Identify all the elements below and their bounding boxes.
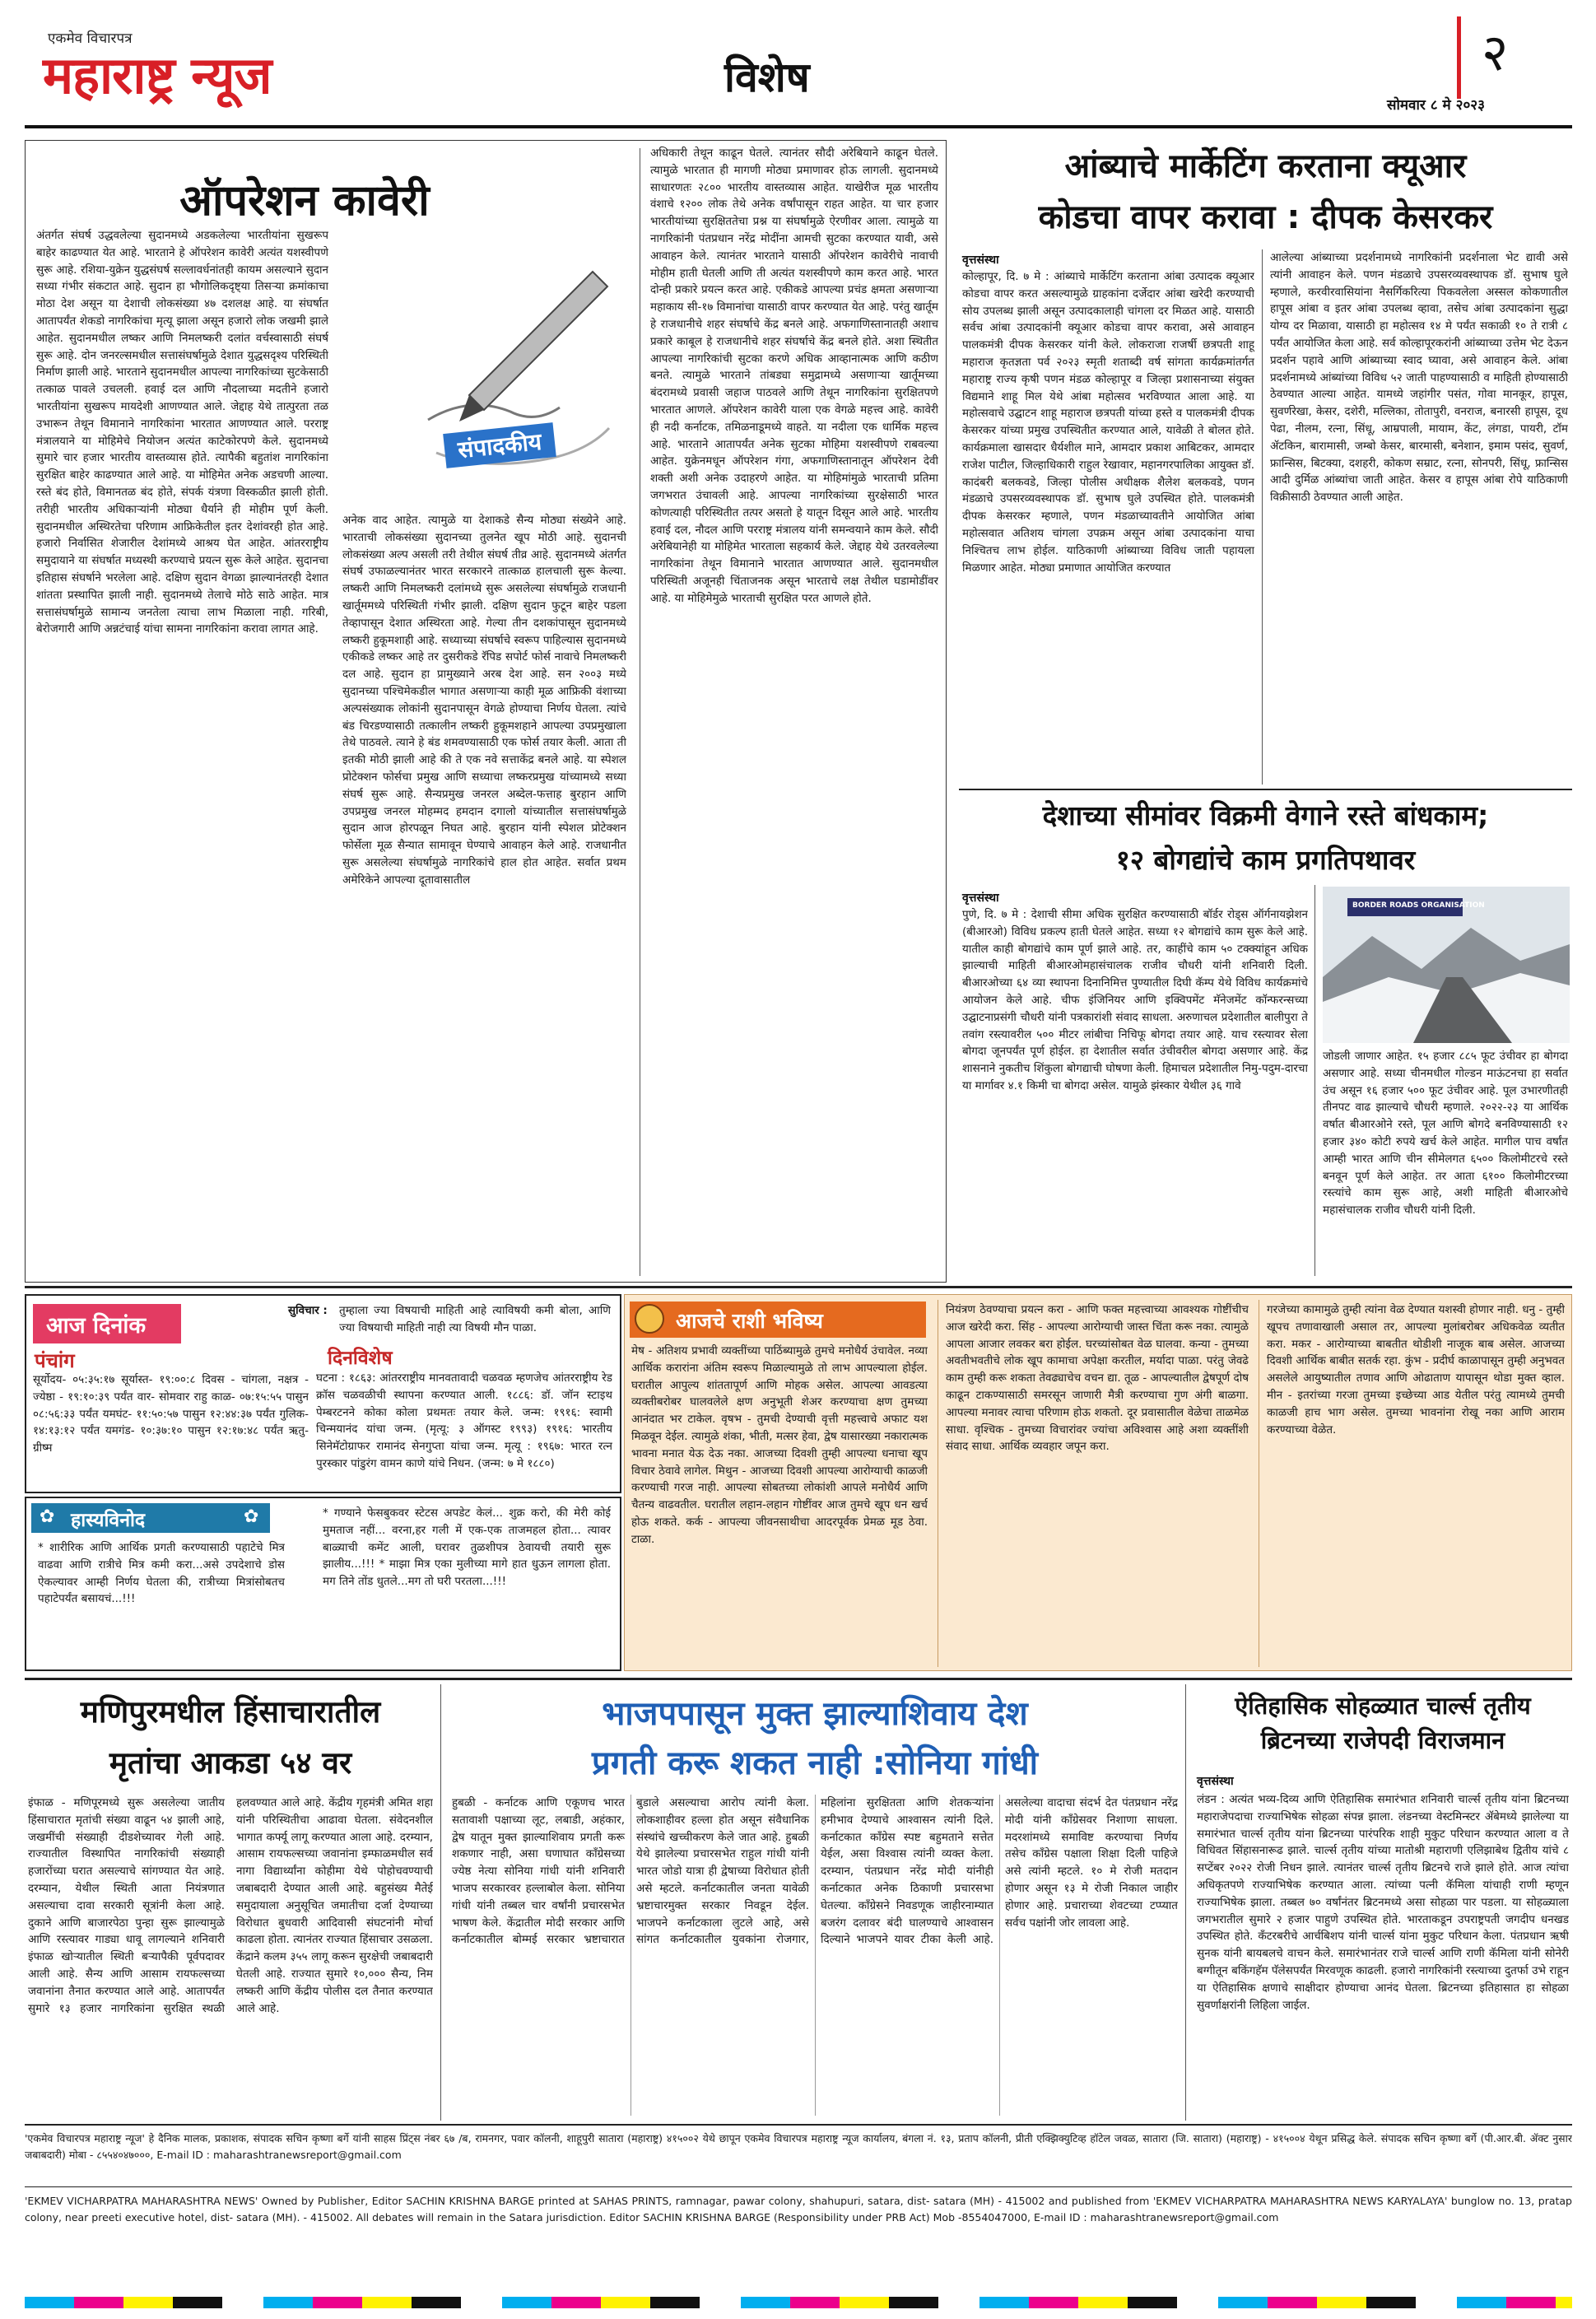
masthead-tagline: एकमेव विचारपत्र bbox=[48, 30, 133, 47]
aaj-dinank-box bbox=[25, 1294, 621, 1493]
manipur-body: इंफाळ - मणिपूरमध्ये सुरू असलेल्या जातीय हिंसाचारात मृतांची संख्या वाढून ५४ झाली आहे, जखमींची संख्याही दीडशेच्यावर गेली आहे. राज्यातील विस्थापित नागरिकांची संख्याही हजारोंच्या घरात असल्याचे सांगण्यात येत आहे. दरम्यान, येथील स्थिती आता नियंत्रणात असल्याचा दावा सरकारी सूत्रांनी केला आहे. दुकाने आणि बाजारपेठा पुन्हा सुरू झाल्यामुळे आणि रस्त्यावर गाड्या धावू लागल्याने शनिवारी इंफाळ खोऱ्यातील स्थिती बऱ्यापैकी पूर्वपदावर आली आहे. सैन्य आणि आसाम रायफल्सच्या जवानांना तैनात करण्यात आले आहे. आतापर्यंत सुमारे १३ हजार नागरिकांना सुरक्षित स्थळी हलवण्यात आले आहे. केंद्रीय गृहमंत्री अमित शहा यांनी परिस्थितीचा आढावा घेतला. संवेदनशील भागात कर्फ्यू लागू करण्यात आला आहे. दरम्यान, आसाम रायफल्सच्या जवानांना इम्फाळमधील सर्व नागा विद्यार्थ्यांना कोहीमा येथे पोहोचवण्याची जबाबदारी देण्यात आली आहे. बहुसंख्य मैतेई समुदायाला अनुसूचित जमातीचा दर्जा देण्याच्या विरोधात बुधवारी आदिवासी संघटनांनी मोर्चा काढला होता. त्यानंतर राज्यात हिंसाचार उसळला. केंद्राने कलम ३५५ लागू करून सुरक्षेची जबाबदारी घेतली आहे. राज्यात सुमारे १०,००० सैन्य, निम लष्करी आणि केंद्रीय पोलीस दल तैनात करण्यात आले आहे. bbox=[28, 1796, 433, 2015]
column-divider bbox=[440, 1684, 441, 2121]
charles-body: लंडन : अत्यंत भव्य-दिव्य आणि ऐतिहासिक समारंभात शनिवारी चार्ल्स तृतीय यांना ब्रिटनच्या महाराजेपदाचा राज्याभिषेक सोहळा संपन्न झाला. लंडनच्या वेस्टमिन्स्टर ॲबेमध्ये झालेल्या या समारंभात चार्ल्स तृतीय यांना ब्रिटनच्या पारंपरिक शाही मुकुट परिधान करण्यात आला व ते विधिवत सिंहासनारूढ झाले. चार्ल्स तृतीय यांच्या मातोश्री महाराणी एलिझाबेथ द्वितीय यांचे ८ सप्टेंबर २०२२ रोजी निधन झाले. त्यानंतर चार्ल्स तृतीय ब्रिटनचे राजे झाले होते. आज त्यांचा अधिकृतपणे राज्याभिषेक करण्यात आला. त्यांच्या पत्नी कॅमिला यांचाही राणी म्हणून राज्याभिषेक झाला. तब्बल ७० वर्षांनंतर ब्रिटनमध्ये असा सोहळा पार पडला. या सोहळ्याला जगभरातील सुमारे २ हजार पाहुणे उपस्थित होते. भारताकडून उपराष्ट्रपती जगदीप धनखड उपस्थित होते. कँटरबरीचे आर्चबिशप यांनी चार्ल्स यांना मुकुट परिधान केला. पंतप्रधान ऋषी सुनक यांनी बायबलचे वाचन केले. समारंभानंतर राजे चार्ल्स आणि राणी कॅमिला यांनी सोनेरी बग्गीतून बकिंगहॅम पॅलेसपर्यंत मिरवणूक काढली. हजारो नागरिकांनी रस्त्याच्या दुतर्फा उभे राहून या ऐतिहासिक क्षणाचे साक्षीदार होण्याचा आनंद घेतला. ब्रिटनच्या इतिहासात हा सोहळा सुवर्णाक्षरांनी लिहिला जाईल. bbox=[1197, 1793, 1569, 2012]
article-border-roads bbox=[959, 794, 1572, 1284]
roads-col-1: पुणे, दि. ७ मे : देशाची सीमा अधिक सुरक्षित करण्यासाठी बॉर्डर रोड्स ऑर्गनायझेशन (बीआरओ) विविध प्रकल्प हाती घेतले आहेत. सध्या १२ बोगद्यांचे काम सुरू केले आहे. यातील काही बोगद्यांचे काम पूर्ण झाले आहे. तर, काहींचे काम ५० टक्क्यांहून अधिक झाल्याची माहिती बीआरओमहासंचालक राजीव चौधरी यांनी शनिवारी दिली. बीआरओच्या ६४ व्या स्थापना दिनानिमित्त पुण्यातील दिघी कॅम्प येथे विविध कार्यक्रमांचे आयोजन केले आहे. चीफ इंजिनियर आणि इक्विपमेंट मॅनेजमेंट कॉन्फरन्सच्या उद्घाटनाप्रसंगी चौधरी यांनी पत्रकारांशी संवाद साधला. अरुणाचल प्रदेशातील बालीपुरा ते तवांग रस्त्यावरील ५०० मीटर लांबीचा निचिफू बोगदा तयार आहे. याच रस्त्यावर सेला बोगदा जूनपर्यंत पूर्ण होईल. हा देशातील सर्वात उंचीवरील बोगदा असणार आहे. केंद्र शासनाने नुकतीच शिंकुला बोगद्याची घोषणा केली. हिमाचल प्रदेशातील निमु-पदुम-दारचा या मार्गावर ४.१ किमी चा बोगदा असेल. यामुळे झंस्कार येथील ३६ गावे bbox=[962, 908, 1308, 1092]
rashi-box bbox=[624, 1294, 1572, 1671]
masthead-rule bbox=[25, 125, 1572, 128]
byline: वृत्तसंस्था bbox=[962, 892, 999, 905]
qr-col-2: आलेल्या आंब्याच्या प्रदर्शनामध्ये नागरिकांनी प्रदर्शनाला भेट द्यावी असे त्यांनी आवाहन केले. पणन मंडळाचे उपसरव्यवस्थापक डॉ. सुभाष घुले म्हणाले, करवीरवासियांना नैसर्गिकरित्या पिकवलेला अस्सल कोकणातील हापूस आंबा व इतर आंबा उपलब्ध व्हावा, तसेच आंबा उत्पादकांना सुद्धा योग्य दर मिळावा, यासाठी हा महोत्सव १४ मे पर्यंत सकाळी १० ते रात्री ८ पर्यंत आयोजित केला आहे. सर्व कोल्हापूरकरांनी आंब्याच्या उत्तेम भेट देऊन प्रदर्शन पहावे आणि आंब्याच्या स्वाद घ्यावा, असे आवाहन केले. आंबा प्रदर्शनामध्ये आंब्यांच्या विविध ५२ जाती पाहण्यासाठी व माहिती होण्यासाठी ठेवण्यात आल्या आहेत. यामध्ये जहांगीर पसंत, गोवा मानकूर, हापूस, सुवर्णरेखा, केसर, दशेरी, मल्लिका, तोतापुरी, वनराज, बनारसी हापूस, दूध पेढा, नीलम, रत्ना, सिंधू, आम्रपाली, मायाम, केंट, लंगडा, पायरी, टॉम ॲटकिन, बारामासी, जम्बो केसर, बारमासी, बनेशान, इमाम पसंद, सुवर्ण, फ्रान्सिस, बिटक्या, दशहरी, कोकण सम्राट, रत्ना, सोनपरी, सिंधू, फ्रान्सिस आदी दुर्मिळ आंब्यांचा जाती आहेत. केसर व हापूस आंबा रोपे याठिकाणी विक्रीसाठी ठेवण्यात आली आहेत. bbox=[1270, 251, 1568, 505]
hasya-title: हास्यविनोद bbox=[71, 1510, 146, 1531]
article-title-line-2: कोडचा वापर करावा : दीपक केसरकर bbox=[1038, 198, 1493, 236]
column-divider bbox=[1185, 1684, 1186, 2121]
sonia-body: हुबळी - कर्नाटक आणि एकूणच भारत सतावाशी पक्षाच्या लूट, लबाडी, अहंकार, द्वेष यातून मुक्त झाल्याशिवाय प्रगती करू शकणार नाही, असा घणाघात काँग्रेसच्या ज्येष्ठ नेत्या सोनिया गांधी यांनी शनिवारी भाजप सरकारवर हल्लाबोल केला. सोनिया गांधी यांनी तब्बल चार वर्षांनी प्रचारसभेत भाषण केले. केंद्रातील मोदी सरकार आणि कर्नाटकातील बोम्मई सरकार भ्रष्टाचारात बुडाले असल्याचा आरोप त्यांनी केला. लोकशाहीवर हल्ला होत असून संवैधानिक संस्थांचे खच्चीकरण केले जात आहे. हुबळी येथे झालेल्या प्रचारसभेत राहुल गांधी यांनी भारत जोडो यात्रा ही द्वेषाच्या विरोधात होती असे म्हटले. कर्नाटकातील जनता यावेळी भ्रष्टाचारमुक्त सरकार निवडून देईल. भाजपने कर्नाटकाला लुटले आहे, असे सांगत कर्नाटकातील युवकांना रोजगार, महिलांना सुरक्षितता आणि शेतकऱ्यांना हमीभाव देण्याचे आश्वासन त्यांनी दिले. कर्नाटकात काँग्रेस स्पष्ट बहुमताने सत्तेत येईल, असा विश्वास त्यांनी व्यक्त केला. दरम्यान, पंतप्रधान नरेंद्र मोदी यांनीही कर्नाटकात अनेक ठिकाणी प्रचारसभा घेतल्या. काँग्रेसने निवडणूक जाहीरनाम्यात बजरंग दलावर बंदी घालण्याचे आश्वासन दिल्याने भाजपने यावर टीका केली आहे. असलेल्या वादाचा संदर्भ देत पंतप्रधान नरेंद्र मोदी यांनी काँग्रेसवर निशाणा साधला. मदरशांमध्ये समाविष्ट करण्याचा निर्णय तसेच काँग्रेस पक्षाला शिक्षा दिली पाहिजे असे त्यांनी म्हटले. १० मे रोजी मतदान होणार असून १३ मे रोजी निकाल जाहीर होणार आहे. प्रचाराच्या शेवटच्या टप्प्यात सर्वच पक्षांनी जोर लावला आहे. bbox=[452, 1796, 1178, 1947]
aaj-dinank-header bbox=[33, 1304, 181, 1343]
article-title-line-2: ब्रिटनच्या राजेपदी विराजमान bbox=[1260, 1726, 1505, 1754]
editorial-col-2: अनेक वाद आहेत. त्यामुळे या देशाकडे सैन्य मोठ्या संख्येने आहे. भारताची लोकसंख्या सुदानच्या तुलनेत खूप मोठी आहे. सुदानची लोकसंख्या अल्प असली तरी तेथील संघर्ष तीव्र आहे. सुदानमध्ये अंतर्गत संघर्ष उफाळल्यानंतर भारत सरकारने तात्काळ हालचाली सुरू केल्या. लष्करी आणि निमलष्करी दलांमध्ये सुरू असलेल्या संघर्षामुळे राजधानी खार्तूममध्ये परिस्थिती गंभीर झाली. दक्षिण सुदान फुटून बाहेर पडला तेव्हापासून देशात अस्थिरता आहे. गेल्या तीन दशकांपासून सुदानमध्ये लष्करी हुकूमशाही आहे. सध्याच्या संघर्षाचे स्वरूप पाहिल्यास सुदानमध्ये एकीकडे लष्कर आहे तर दुसरीकडे रॅपिड सपोर्ट फोर्स नावाचे निमलष्करी दल आहे. सुदान हा प्रामुख्याने अरब देश आहे. सन २००३ मध्ये सुदानच्या पश्चिमेकडील भागात असणाऱ्या काही मूळ आफ्रिकी वंशाच्या अल्पसंख्याक लोकांनी सुदानपासून वेगळे होण्याचा निर्णय घेतला. त्यांचे बंड चिरडण्यासाठी तत्कालीन लष्करी हुकूमशहाने आपल्या उपप्रमुखाला तेथे पाठवले. त्याने हे बंड शमवण्यासाठी एक फोर्स तयार केली. आता ती इतकी मोठी झाली आहे की ते एक नवे सत्ताकेंद्र बनले आहे. या स्पेशल प्रोटेक्शन फोर्सचा प्रमुख आणि सध्याचा लष्करप्रमुख यांच्यामध्ये सध्या संघर्ष सुरू आहे. सैन्यप्रमुख जनरल अब्देल-फत्ताह बुरहान आणि उपप्रमुख जनरल मोहम्मद हमदान दगालो यांच्यातील सत्तासंघर्षामुळे सुदान आज होरपळून निघत आहे. बुरहान यांनी स्पेशल प्रोटेक्शन फोर्सेला मूळ सैन्यात सामावून घेण्याचे आवाहन केले आहे. राजधानीत सुरू असलेल्या संघर्षामुळे नागरिकांचे हाल होत आहेत. सर्वात प्रथम अमेरिकेने आपल्या दूतावासातील bbox=[342, 514, 626, 887]
article-title-line-1: ऐतिहासिक सोहळ्यात चार्ल्स तृतीय bbox=[1235, 1692, 1531, 1720]
panchang-text: सूर्योदय- ०५:३५:१७ सूर्यास्त- १९:००:८ दिवस - चांगला, नक्षत्र - ज्येष्ठा - १९:१०:३९ पर्यंत वार- सोमवार राहु काळ- ०७:१५:५५ पासुन ०८:५६:३३ पर्यंत यमघंट- ११:५०:५७ पासुन १२:४४:३७ पर्यंत गुलिक- १४:१३:१२ पर्यंत यमगंड- १०:३७:१० पासुन १२:१७:४८ पर्यंत ऋतु- ग्रीष्म bbox=[33, 1373, 309, 1455]
mountain-road-image bbox=[1323, 887, 1570, 1043]
pen-icon bbox=[412, 239, 626, 502]
byline: वृत्तसंस्था bbox=[962, 254, 999, 267]
hasya-vinod-box bbox=[25, 1497, 621, 1671]
masthead-name: महाराष्ट्र न्यूज bbox=[43, 45, 272, 105]
footer-rule bbox=[25, 2124, 1572, 2126]
masthead-divider bbox=[1457, 16, 1461, 99]
aaj-dinank-title: आज दिनांक bbox=[46, 1313, 147, 1339]
suvichar-label: सुविचार : bbox=[288, 1304, 328, 1317]
issue-date: सोमवार ८ मे २०२३ bbox=[1387, 97, 1485, 114]
article-title-line-2: १२ बोगद्यांचे काम प्रगतिपथावर bbox=[1115, 844, 1416, 876]
article-title-line-2: मृतांचा आकडा ५४ वर bbox=[109, 1745, 352, 1781]
road-photo bbox=[1323, 887, 1570, 1043]
suvichar-text: तुम्हाला ज्या विषयाची माहिती आहे त्याविषयी कमी बोला, आणि ज्या विषयाची माहिती नाही त्या विषयी मौन पाळा. bbox=[339, 1304, 611, 1334]
page-number: २ bbox=[1482, 22, 1509, 82]
rashi-col-3: गरजेच्या कामामुळे तुम्ही त्यांना वेळ देण्यात यशस्वी होणार नाही. धनु - तुम्ही खूपच तणावाखाली असाल तर, आपल्या मुलांबरोबर अधिकवेळ व्यतीत करा. मकर - आरोग्याच्या बाबतीत थोडीशी नाजूक बाब असेल. आजच्या दिवशी आर्थिक बाबीत सतर्क रहा. कुंभ - प्रदीर्घ काळापासून तुम्ही अनुभवत असलेले आयुष्यातील तणाव आणि ओढाताण यापासून थोडा मुक्त व्हाल. मीन - इतरांच्या गरजा तुमच्या इच्छेच्या आड येतील परंतु त्यामध्ये तुमची काळजी हाच भाग असेल. तुमच्या भावनांना रोखू नका आणि आराम करण्याच्या वेळेत. bbox=[1267, 1303, 1565, 1437]
hasya-right: * गण्याने फेसबुकवर स्टेटस अपडेट केलं... शुक्र करो, की मेरी कोई मुमताज नहीं... वरना,हर गली में एक-एक ताजमहल होता... त्यावर बाळ्याची कमेंट आली, घरावर तुळशीपत्र ठेवायची तयारी सुरू झालीय...!!! * माझा मित्र एका मुलीच्या मागे हात धुऊन लागला होता. मग तिने तोंड धुतले...मग तो घरी परतला...!!! bbox=[323, 1506, 611, 1589]
footer-imprint-english: 'EKMEV VICHARPATRA MAHARASHTRA NEWS' Owned by Publisher, Editor SACHIN KRISHNA BARGE printed at SAHAS PRINTS, ramnagar, pawar colony, shahupuri, satara, dist- satara (MH) - 415002 and published from 'EKMEV VICHARPATRA MAHARASHTRA NEWS KARYALAYA' bunglow no. 13, pratap colony, near preeti executive hotel, dist- satara (MH). - 415002. All debates will remain in the Satara jurisdiction. Editor SACHIN KRISHNA BARGE (Responsibility under PRB Act) Mob -8554047000, E-mail ID : maharashtranewsreport@gmail.com bbox=[25, 2195, 1572, 2224]
article-title: ऑपरेशन कावेरी bbox=[179, 176, 430, 226]
panchang-label: पंचांग bbox=[35, 1349, 75, 1372]
article-title-line-1: देशाच्या सीमांवर विक्रमी वेगाने रस्ते बांधकाम; bbox=[1042, 799, 1489, 831]
byline: वृत्तसंस्था bbox=[1197, 1775, 1234, 1788]
column-divider bbox=[1314, 885, 1315, 1276]
article-operation-kaveri bbox=[25, 140, 947, 1284]
column-divider bbox=[1262, 249, 1263, 785]
footer-imprint-marathi: 'एकमेव विचारपत्र महाराष्ट्र न्यूज' हे दैनिक मालक, प्रकाशक, संपादक सचिन कृष्णा बर्गे यांनी साहस प्रिंट्स नंबर ६७ /ब, रामनगर, पवार कॉलनी, शाहूपुरी सातारा (महाराष्ट्र) ४१५००२ येथे छापून एकमेव विचारपत्र महाराष्ट्र न्यूज कार्यालय, बंगला नं. १३, प्रताप कॉलनी, प्रीती एक्झिक्युटिव्ह हॉटेल जवळ, सातारा (जि. सातारा) (महाराष्ट्र) - ४१५००४ येथून प्रसिद्ध केले. संपादक सचिन कृष्णा बर्गे (पी.आर.बी. ॲक्ट नुसार जबाबदारी) मोबा - ८५५४०४७०००, E-mail ID : maharashtranewsreport@gmail.com bbox=[25, 2132, 1572, 2161]
roads-col-2: जोडली जाणार आहेत. १५ हजार ८८५ फूट उंचीवर हा बोगदा असणार आहे. सध्या चीनमधील गोल्डन माऊंटनचा हा सर्वात उंच असून १६ हजार ५०० फूट उंचीवर आहे. पूल उभारणीतही तीनपट वाढ झाल्याचे चौधरी म्हणाले. २०२२-२३ या आर्थिक वर्षात बीआरओने रस्ते, पूल आणि बोगदे बनविण्यासाठी १२ हजार ३४० कोटी रुपये खर्च केले आहेत. मागील पाच वर्षांत आम्ही भारत आणि चीन सीमेलगत ६५०० किलोमीटरचे रस्ते बनवून पूर्ण केले आहेत. तर आता ६१०० किलोमीटरच्या रस्त्यांचे काम सुरू आहे, अशी माहिती बीआरओचे महासंचालक राजीव चौधरी यांनी दिली. bbox=[1323, 1050, 1568, 1218]
editorial-graphic bbox=[412, 239, 626, 502]
rashi-col-1: मेष - अतिशय प्रभावी व्यक्तींच्या पाठिंब्यामुळे तुमचे मनोधैर्य उंचावेल. नव्या आर्थिक करारांना अंतिम स्वरूप मिळाल्यामुळे तो लाभ आपल्याला होईल. घरातील आपुल्य शांततापूर्ण आणि मोहक असेल. आपल्या आवडत्या व्यक्तीबरोबर घालवलेले क्षण अनुभूती शेअर करण्याचा क्षण तुमच्या आनंदात भर टाकेल. वृषभ - तुमची देण्याची वृत्ती महत्त्वाचे अफाट यश मिळवून देईल. त्यामुळे शंका, भीती, मत्सर हेवा, द्वेष यासारख्या नकारात्मक भावना मनात येऊ देऊ नका. आजच्या दिवशी तुम्ही आपल्या धनाचा खूप विचार ठेवावे लागेल. मिथुन - आजच्या दिवशी आपल्या आरोग्याची काळजी करण्याची गरज नाही. आपल्या सोबतच्या लोकांशी आपले मनोधैर्य आणि चैतन्य वाढवतील. घरातील लहान-लहान गोष्टींवर आज तुमचे खूप धन खर्च होऊ शकते. कर्क - आपल्या जीवनसाथीचा आदरपूर्वक प्रेमळ मूड ठेवा. टाळा. bbox=[631, 1344, 928, 1546]
article-qr-code bbox=[959, 138, 1572, 789]
dinvishesh-label: दिनविशेष bbox=[328, 1348, 393, 1369]
flower-icon: ✿ bbox=[40, 1506, 55, 1527]
article-title-line-2: प्रगती करू शकत नाही :सोनिया गांधी bbox=[591, 1744, 1039, 1782]
flower-icon: ✿ bbox=[244, 1506, 259, 1527]
dinvishesh-text: घटना : १८६३: आंतरराष्ट्रीय मानवतावादी चळवळ म्हणजेच आंतरराष्ट्रीय रेड क्रॉस चळवळीची स्थापना करण्यात आली. १८८६: डॉ. जॉन स्टाइथ पेम्बरटनने कोका कोला प्रथमतः तयार केले. जन्म: १९१६: स्वामी चिन्मयानंद यांचा जन्म. (मृत्यू: ३ ऑगस्ट १९९३) १९१६: भारतीय सिनेमॅटोग्राफर रामानंद सेनगुप्ता यांचा जन्म. मृत्यू : १९६७: भारत रत्न पुरस्कार पांडुरंग वामन काणे यांचे निधन. (जन्म: ७ मे १८८०) bbox=[316, 1371, 612, 1470]
hasya-left: * शारीरिक आणि आर्थिक प्रगती करण्यासाठी पहाटेचे मित्र वाढवा आणि रात्रीचे मित्र कमी करा...असे उपदेशाचे डोस ऐकल्यावर आम्ही निर्णय घेतला की, रात्रीच्या मित्रांसोबतच पहाटेपर्यंत बसायचं...!!! bbox=[38, 1541, 285, 1606]
section-title: विशेष bbox=[724, 54, 810, 101]
section-rule bbox=[25, 1286, 1572, 1288]
masthead bbox=[0, 0, 1596, 144]
editorial-col-1: अंतर्गत संघर्ष उद्धवलेल्या सुदानमध्ये अडकलेल्या भारतीयांना सुखरूप बाहेर काढण्यात येत आहे. भारताने हे ऑपरेशन कावेरी अत्यंत यशस्वीपणे सुरू आहे. रशिया-युक्रेन युद्धसंघर्ष सल्लावर्धनांतही कायम असल्याने सुदान सध्या गंभीर संकटात आहे. सुदान हा भौगोलिकदृष्ट्या तिसऱ्या क्रमांकाचा मोठा देश असून या देशाची लोकसंख्या ४७ दशलक्ष आहे. या संघर्षात आतापर्यंत शेकडो नागरिकांचा मृत्यू झाला असून हजारो लोक जखमी झाले आहेत. सुदानमधील लष्कर आणि निमलष्करी दलांत वर्चस्वासाठी संघर्ष सुरू आहे. दोन जनरल्समधील सत्तासंघर्षामुळे देशात युद्धसदृश्य परिस्थिती निर्माण झाली आहे. भारताने सुदानमधील आपल्या नागरिकांच्या सुटकेसाठी तत्काळ पावले उचलली. हवाई दल आणि नौदलाच्या मदतीने हजारो भारतीयांना सुखरूप मायदेशी आणण्यात आले. जेद्दाह येथे तात्पुरता तळ उभारून तेथून विमानाने नागरिकांना भारतात आणण्यात आले. परराष्ट्र मंत्रालयाने या मोहिमेचे नियोजन अत्यंत काटेकोरपणे केले. सुदानमध्ये सुमारे चार हजार भारतीय वास्तव्यास होते. त्यापैकी बहुतांश नागरिकांना सुरक्षित बाहेर काढण्यात आले आहे. या मोहिमेत अनेक अडचणी आल्या. रस्ते बंद होते, विमानतळ बंद होते, संपर्क यंत्रणा विस्कळीत झाली होती. तरीही भारतीय अधिकाऱ्यांनी मोठ्या धैर्याने ही मोहीम पूर्ण केली. सुदानमधील अस्थिरतेचा परिणाम आफ्रिकेतील इतर देशांवरही होत आहे. हजारो निर्वासित शेजारील देशांमध्ये आश्रय घेत आहेत. आंतरराष्ट्रीय समुदायाने या संघर्षात मध्यस्थी करण्याचे प्रयत्न सुरू केले आहेत. सुदानचा इतिहास संघर्षाने भरलेला आहे. दक्षिण सुदान वेगळा झाल्यानंतरही देशात शांतता प्रस्थापित झाली नाही. सुदानमध्ये तेलाचे मोठे साठे आहेत. मात्र सत्तासंघर्षामुळे सामान्य जनतेला त्याचा लाभ मिळाला नाही. गरिबी, बेरोजगारी आणि अन्नटंचाई यांचा सामना नागरिकांना करावा लागत आहे. bbox=[36, 229, 328, 636]
footer-rule bbox=[25, 2186, 1572, 2187]
rashi-col-2: नियंत्रण ठेवण्याचा प्रयत्न करा - आणि फक्त महत्त्वाच्या आवश्यक गोष्टींचीच आज खरेदी करा. सिंह - आपल्या आरोग्याची जास्त चिंता करू नका. त्यामुळे आपला आजार लवकर बरा होईल. घरच्यांसोबत वेळ घालवा. कन्या - तुमच्या अवतीभवतीचे लोक खूप कामाचा अपेक्षा करतील, मर्यादा पाळा. परंतु जेवढे काम तुम्ही करू शकता तेवढ्याचेच वचन द्या. तूळ - आपल्यातील द्वेषपूर्ण दोष काढून टाकण्यासाठी समरसून जाणारी मैत्री करण्याचा गुण अंगी बाळगा. आपल्या मनावर त्याचा परिणाम होऊ शकतो. दूर प्रवासातील वेळेचा ताळमेळ साधा. वृश्चिक - तुमच्या विचारांवर ज्यांचा अविश्वास आहे अशा व्यक्तींशी संवाद साधा. आर्थिक व्यवहार जपून करा. bbox=[946, 1303, 1249, 1454]
editorial-tag: संपादकीय bbox=[443, 422, 556, 468]
article-title-line-1: भाजपपासून मुक्त झाल्याशिवाय देश bbox=[602, 1695, 1028, 1733]
color-registration-bar bbox=[25, 2297, 1572, 2308]
article-title-line-1: मणिपुरमधील हिंसाचारातील bbox=[80, 1694, 381, 1730]
article-title-line-1: आंब्याचे मार्केटिंग करताना क्यूआर bbox=[1064, 147, 1467, 185]
section-rule bbox=[25, 1678, 1572, 1680]
editorial-col-3: अधिकारी तेथून काढून घेतले. त्यानंतर सौदी अरेबियाने काढून घेतले. त्यामुळे भारतात ही मागणी मोठ्या प्रमाणावर होऊ लागली. सुदानमध्ये साधारणतः २८०० भारतीय वास्तव्यास आहेत. याखेरीज मूळ भारतीय वंशाचे १२०० लोक तेथे अनेक वर्षांपासून राहत आहेत. या चार हजार भारतीयांच्या सुरक्षिततेचा प्रश्न या संघर्षामुळे ऐरणीवर आला. त्यामुळे या नागरिकांनी पंतप्रधान नरेंद्र मोदींना आमची सुटका करण्यात यावी, असे आवाहन केले. त्यानंतर भारताने यासाठी ऑपरेशन कावेरीचे नावाची मोहीम हाती घेतली आणि ती अत्यंत यशस्वीपणे काम करत आहे. भारत दोन्ही प्रकारे प्रयत्न करत आहे. एकीकडे आपल्या प्रचंड क्षमता असणाऱ्या महाकाय सी-१७ विमानांचा यासाठी वापर करण्यात येत आहे. परंतु खार्तूम हे राजधानीचे शहर संघर्षाचे केंद्र बनले आहे. अफगाणिस्तानातही अशाच प्रकारे काबूल हे राजधानीचे शहर संघर्षाचे केंद्र बनले होते. अशा स्थितीत आपल्या नागरिकांची सुटका करणे अधिक आव्हानात्मक आणि कठीण बनते. त्यामुळे भारताने तांबड्या समुद्रामध्ये असणाऱ्या खार्तूमच्या बंदरामध्ये प्रवासी जहाज पाठवले आणि तेथून नागरिकांना सुरक्षितपणे भारतात आणले. ऑपरेशन कावेरी याला एक वेगळे महत्त्व आहे. कावेरी ही नदी कर्नाटक, तमिळनाडूमध्ये वाहते. या नदीला एक धार्मिक महत्त्व आहे. भारताने आतापर्यंत अनेक सुटका मोहिमा यशस्वीपणे राबवल्या आहेत. युक्रेनमधून ऑपरेशन गंगा, अफगाणिस्तानातून ऑपरेशन देवी शक्ती अशी अनेक उदाहरणे आहेत. या मोहिमांमुळे भारताची प्रतिमा जगभरात उंचावली आहे. आपल्या नागरिकांच्या सुरक्षेसाठी भारत कोणत्याही परिस्थितीत तत्पर असतो हे यातून दिसून आले आहे. भारतीय हवाई दल, नौदल आणि परराष्ट्र मंत्रालय यांनी समन्वयाने काम केले. सौदी अरेबियानेही या मोहिमेत भारताला सहकार्य केले. जेद्दाह येथे उतरवलेल्या नागरिकांना तेथून विमानाने भारतात आणण्यात आले. सुदानमधील परिस्थिती अजूनही चिंताजनक असून भारताचे लक्ष तेथील घडामोडींवर आहे. या मोहिमेमुळे भारताची सुरक्षित परत आणले होते. bbox=[650, 147, 938, 605]
rashi-title: आजचे राशी भविष्य bbox=[676, 1309, 823, 1333]
zodiac-wheel-icon bbox=[635, 1304, 664, 1334]
hasya-header bbox=[31, 1503, 270, 1533]
qr-col-1: कोल्हापूर, दि. ७ मे : आंब्याचे मार्केटिंग करताना आंबा उत्पादक क्यूआर कोडचा वापर करत असल्यामुळे ग्राहकांना दर्जेदार आंबा खरेदी करण्याची सोय उपलब्ध झाली असून उत्पादकालाही चांगला दर मिळत आहे. यासाठी सर्वच आंबा उत्पादकांनी क्यूआर कोडचा वापर करावा, असे आवाहन पालकमंत्री दीपक केसरकर यांनी केले. लोकराजा राजर्षी छत्रपती शाहू महाराज कृतज्ञता पर्व २०२३ स्मृती शताब्दी वर्ष सांगता कार्यक्रमांतर्गत महाराष्ट्र राज्य कृषी पणन मंडळ कोल्हापूर व जिल्हा प्रशासनाच्या संयुक्त विद्यमाने शाहू मिल येथे आंबा महोत्सव भरविण्यात आला आहे. या महोत्सवाचे उद्घाटन शाहू महाराज छत्रपती यांच्या हस्ते व पालकमंत्री दीपक केसरकर यांच्या प्रमुख उपस्थितीत करण्यात आले, यावेळी ते बोलत होते. कार्यक्रमाला खासदार धैर्यशील माने, आमदार प्रकाश आबिटकर, आमदार राजेश पाटील, जिल्हाधिकारी राहुल रेखावार, महानगरपालिका आयुक्त डॉ. कादंबरी बलकवडे, जिल्हा पोलीस अधीक्षक शैलेश बलकवडे, पणन मंडळाचे उपसरव्यवस्थापक डॉ. सुभाष घुले उपस्थित होते. पालकमंत्री दीपक केसरकर म्हणाले, पणन मंडळाच्यावतीने आयोजित आंबा महोत्सवात अतिशय चांगला उपक्रम असून आंबा उत्पादकांना याचा निश्चितच लाभ होईल. याठिकाणी आंब्याच्या विविध जाती पहायला मिळणार आहेत. मोठ्या प्रमाणात आयोजित करण्यात bbox=[962, 270, 1254, 575]
photo-sign-text: BORDER ROADS ORGANISATION bbox=[1352, 901, 1485, 910]
rashi-header bbox=[630, 1302, 926, 1338]
section-rule bbox=[959, 789, 1572, 790]
